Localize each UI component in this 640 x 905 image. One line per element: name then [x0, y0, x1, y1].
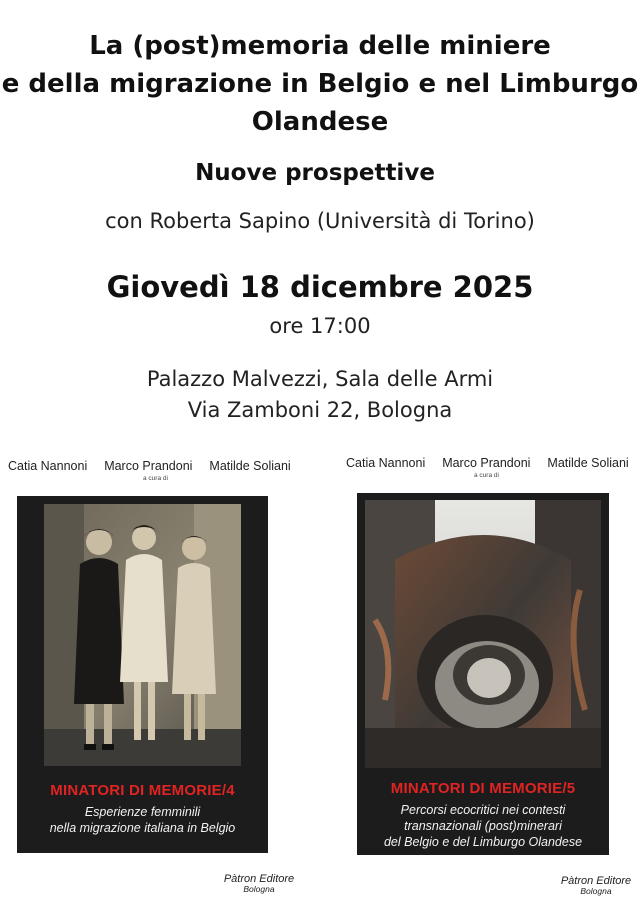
author-name: Matilde Soliani — [209, 459, 291, 473]
publisher-city: Bologna — [243, 884, 275, 894]
book-authors — [8, 459, 291, 473]
event-time: ore 17:00 — [269, 314, 371, 338]
event-subtitle-text: Nuove prospettive — [195, 160, 435, 186]
event-speaker: con Roberta Sapino (Università di Torino) — [105, 209, 535, 233]
author-name: Matilde Soliani — [547, 456, 629, 470]
cover-photo-women — [44, 504, 241, 766]
publisher-name: Pàtron Editore — [223, 873, 295, 885]
event-subtitle — [0, 160, 640, 186]
book-authors — [346, 456, 636, 470]
curated-by: a cura di — [143, 475, 168, 482]
publisher-logo — [553, 876, 639, 896]
event-venue — [0, 364, 640, 426]
publisher-name: Pàtron Editore — [560, 875, 632, 887]
book-cover-panel — [357, 493, 609, 855]
author-name: Marco Prandoni — [104, 459, 193, 473]
book-subtitle-line: transnazionali (post)minerari — [404, 819, 562, 833]
publisher-city: Bologna — [580, 886, 612, 896]
cover-photo-image — [44, 504, 241, 766]
venue-line: Via Zamboni 22, Bologna — [187, 398, 453, 422]
cover-photo-image — [365, 500, 601, 768]
author-name: Catia Nannoni — [8, 459, 88, 473]
book-cover-panel — [17, 496, 268, 853]
author-name: Marco Prandoni — [442, 456, 531, 470]
publisher-logo — [214, 874, 304, 894]
book-series-title: MINATORI DI MEMORIE/4 — [50, 782, 235, 799]
book-subtitle-line: Percorsi ecocritici nei contesti — [400, 803, 566, 817]
event-date: Giovedì 18 dicembre 2025 — [106, 270, 534, 304]
curated-by: a cura di — [474, 472, 499, 479]
event-title-line: La (post)memoria delle miniere — [89, 31, 551, 61]
book-subtitle-line: nella migrazione italiana in Belgio — [49, 821, 236, 835]
event-title-line: Olandese — [251, 107, 389, 137]
venue-line: Palazzo Malvezzi, Sala delle Armi — [146, 367, 494, 391]
book-subtitle-line: Esperienze femminili — [84, 805, 201, 819]
event-title — [0, 27, 640, 141]
cover-photo-sculpture — [365, 500, 601, 768]
book-series-title: MINATORI DI MEMORIE/5 — [390, 780, 576, 797]
event-title-line: e della migrazione in Belgio e nel Limburgo — [1, 69, 639, 99]
author-name: Catia Nannoni — [346, 456, 426, 470]
book-subtitle — [17, 804, 268, 836]
book-subtitle — [357, 802, 609, 850]
book-subtitle-line: del Belgio e del Limburgo Olandese — [383, 835, 583, 849]
